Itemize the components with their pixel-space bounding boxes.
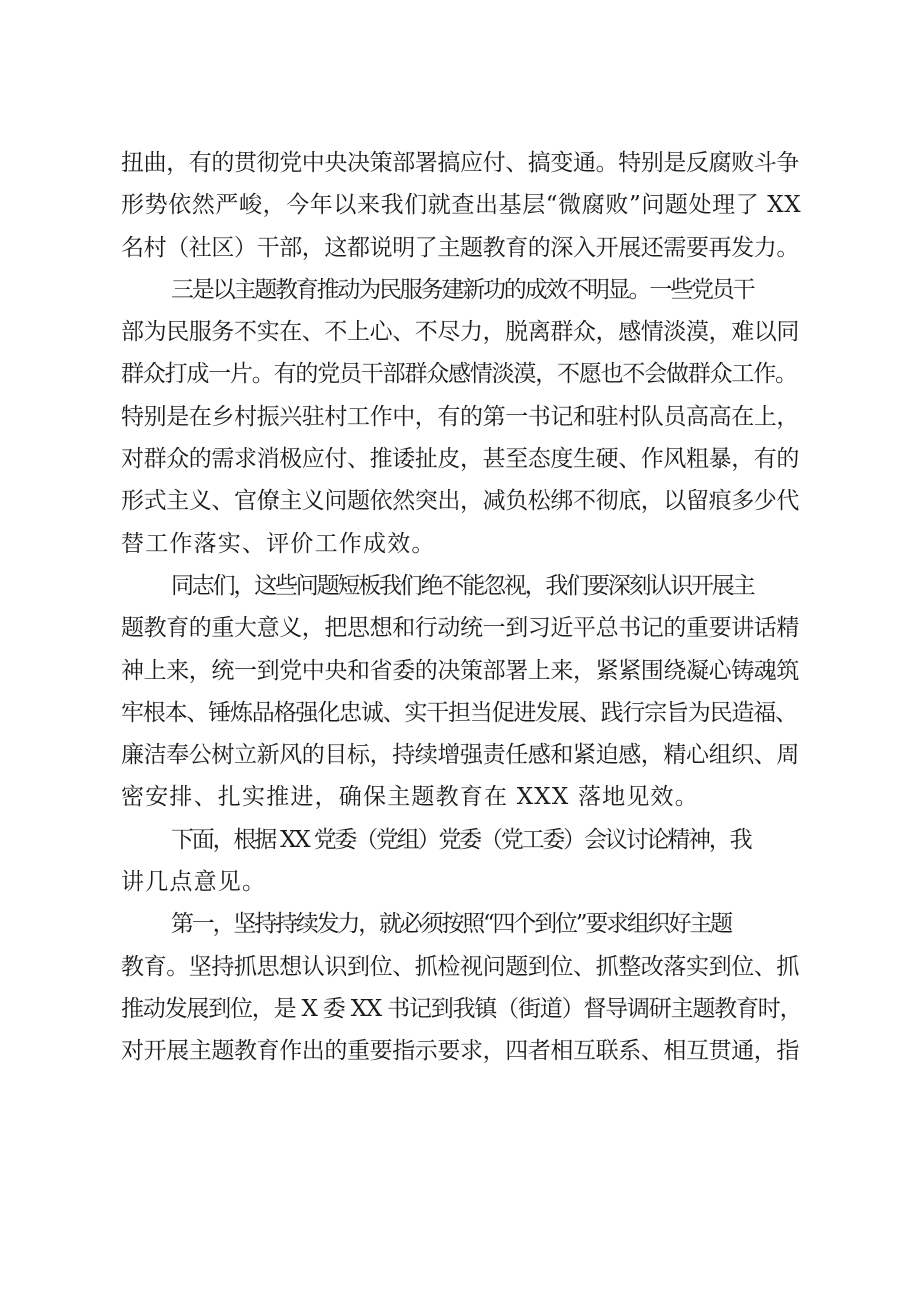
text-line: 题教育的重大意义，把思想和行动统一到习近平总书记的重要讲话精: [121, 615, 800, 642]
text-line: 牢根本、锤炼品格强化忠诚、实干担当促进发展、践行宗旨为民造福、: [121, 699, 797, 726]
text-line: 部为民服务不实在、不上心、不尽力，脱离群众，感情淡漠，难以同: [121, 319, 800, 346]
text-line: 廉洁奉公树立新风的目标，持续增强责任感和紧迫感，精心组织、周: [121, 742, 800, 769]
paragraph-3: [121, 565, 801, 819]
paragraph-4: [121, 819, 801, 904]
text-line: 第一，坚持持续发力，就必须按照“四个到位”要求组织好主题: [171, 911, 731, 938]
text-line: 替工作落实、评价工作成效。: [121, 530, 436, 557]
text-line: 名村（社区）干部，这都说明了主题教育的深入开展还需要再发力。: [121, 234, 800, 261]
text-line: 对开展主题教育作出的重要指示要求，四者相互联系、相互贯通，指: [121, 1038, 800, 1065]
text-line: 群众打成一片。有的党员干部群众感情淡漠，不愿也不会做群众工作。: [121, 361, 797, 388]
text-line: 下面，根据 XX 党委（党组）党委（党工委）会议讨论精神，我: [171, 826, 751, 853]
paragraph-1: [121, 142, 801, 269]
text-line: 教育。坚持抓思想认识到位、抓检视问题到位、抓整改落实到位、抓: [121, 953, 800, 980]
text-line: 讲几点意见。: [121, 869, 267, 896]
text-line: 形势依然严峻，今年以来我们就查出基层“微腐败”问题处理了 XX: [121, 192, 802, 219]
text-line: 扭曲，有的贯彻党中央决策部署搞应付、搞变通。特别是反腐败斗争: [121, 150, 800, 176]
text-line: 对群众的需求消极应付、推诿扯皮，甚至态度生硬、作风粗暴，有的: [121, 446, 800, 473]
paragraph-5: [121, 903, 801, 1072]
text-line: 形式主义、官僚主义问题依然突出，减负松绑不彻底，以留痕多少代: [121, 488, 800, 515]
text-line: 密安排、扎实推进，确保主题教育在 XXX 落地见效。: [121, 784, 699, 811]
text-line: 神上来，统一到党中央和省委的决策部署上来，紧紧围绕凝心铸魂筑: [121, 657, 800, 684]
text-line: 三是以主题教育推动为民服务建新功的成效不明显。一些党员干: [171, 276, 754, 303]
document-page: [121, 142, 801, 1073]
text-line: 推动发展到位，是 X 委 XX 书记到我镇（街道）督导调研主题教育时，: [121, 995, 802, 1022]
paragraph-2: [121, 269, 801, 565]
text-line: 特别是在乡村振兴驻村工作中，有的第一书记和驻村队员高高在上，: [121, 403, 800, 430]
text-line: 同志们，这些问题短板我们绝不能忽视，我们要深刻认识开展主: [171, 572, 754, 599]
